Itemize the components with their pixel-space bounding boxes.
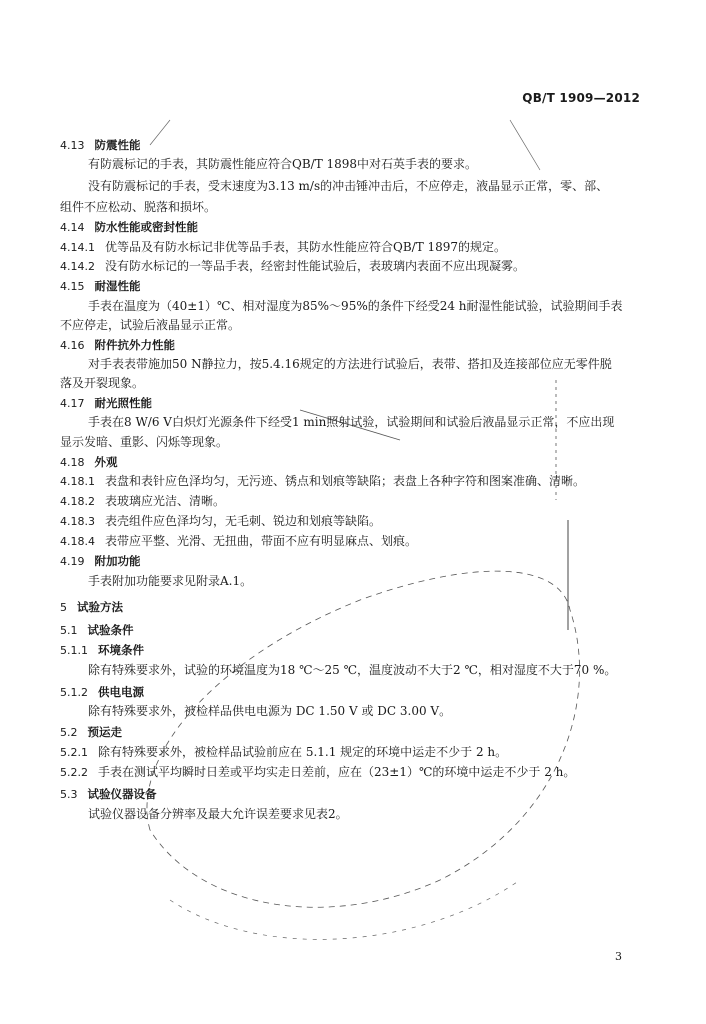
section-heading [60, 724, 706, 741]
clause-number: 4.15 [60, 280, 85, 293]
line-text: 显示发暗、重影、闪烁等现象。 [60, 435, 229, 449]
line-text: 试验仪器设备分辨率及最大允许误差要求见表2。 [88, 807, 348, 821]
clause-line [60, 239, 706, 256]
page-number: 3 [615, 950, 622, 963]
heading-text: 试验方法 [77, 600, 123, 614]
section-heading [60, 622, 706, 639]
clause-number: 5 [60, 601, 67, 614]
section-heading [60, 337, 706, 354]
body-line [88, 573, 706, 589]
section-heading [60, 278, 706, 295]
section-heading [60, 137, 706, 154]
line-text: 手表在温度为（40±1）℃、相对湿度为85%～95%的条件下经受24 h耐湿性能试验，试验期间手表 [88, 299, 623, 313]
line-text: 有防震标记的手表，其防震性能应符合QB/T 1898中对石英手表的要求。 [88, 157, 478, 171]
body-line [88, 414, 706, 430]
body-line [88, 356, 706, 372]
section-heading [60, 395, 706, 412]
line-text: 除有特殊要求外，被检样品供电电源为 DC 1.50 V 或 DC 3.00 V。 [88, 704, 452, 718]
standard-code: QB/T 1909—2012 [522, 91, 640, 105]
line-text: 没有防震标记的手表，受末速度为3.13 m/s的冲击锤冲击后，不应停走，液晶显示正常，零、部、 [88, 179, 609, 193]
clause-line [60, 493, 706, 510]
clause-number: 4.14 [60, 221, 85, 234]
clause-number: 4.16 [60, 339, 85, 352]
line-text: 除有特殊要求外，被检样品试验前应在 5.1.1 规定的环境中运走不少于 2 h。 [98, 745, 508, 759]
section-heading [60, 786, 706, 803]
line-text: 手表在8 W/6 V白炽灯光源条件下经受1 min照射试验，试验期间和试验后液晶显示正常，不应出现 [88, 415, 615, 429]
line-text: 不应停走，试验后液晶显示正常。 [60, 318, 241, 332]
body-line [60, 199, 706, 215]
line-text: 对手表表带施加50 N静拉力，按5.4.16规定的方法进行试验后，表带、搭扣及连接部位应无零件脱 [88, 357, 612, 371]
body-line [60, 317, 706, 333]
clause-number: 4.18.4 [60, 535, 95, 548]
clause-number: 5.2.1 [60, 746, 88, 759]
scan-arc-mark [170, 880, 520, 939]
clause-line [60, 473, 706, 490]
clause-line [60, 533, 706, 550]
clause-line [60, 513, 706, 530]
clause-number: 4.19 [60, 555, 85, 568]
body-line [60, 434, 706, 450]
heading-text: 预运走 [87, 725, 122, 739]
clause-number: 4.18.2 [60, 495, 95, 508]
heading-text: 试验仪器设备 [87, 787, 157, 801]
heading-text: 耐湿性能 [94, 279, 141, 293]
line-text: 组件不应松动、脱落和损坏。 [60, 200, 217, 214]
line-text: 表盘和表针应色泽均匀，无污迹、锈点和划痕等缺陷；表盘上各种字符和图案准确、清晰。 [105, 474, 586, 488]
line-text: 除有特殊要求外，试验的环境温度为18 ℃～25 ℃，温度波动不大于2 ℃，相对湿度不大于70 %。 [88, 663, 617, 677]
clause-number: 4.13 [60, 139, 85, 152]
clause-number: 4.17 [60, 397, 85, 410]
body-line [88, 298, 706, 314]
line-text: 手表附加功能要求见附录A.1。 [88, 574, 253, 588]
clause-number: 5.2 [60, 726, 78, 739]
line-text: 优等品及有防水标记非优等品手表，其防水性能应符合QB/T 1897的规定。 [105, 240, 507, 254]
line-text: 落及开裂现象。 [60, 376, 145, 390]
section-heading [60, 642, 706, 659]
clause-number: 5.2.2 [60, 766, 88, 779]
section-heading [60, 219, 706, 236]
heading-text: 附加功能 [94, 554, 141, 568]
heading-text: 耐光照性能 [94, 396, 152, 410]
heading-text: 附件抗外力性能 [94, 338, 175, 352]
heading-text: 环境条件 [98, 643, 144, 657]
section-heading [60, 684, 706, 701]
section-heading [60, 454, 706, 471]
clause-number: 5.1.1 [60, 644, 88, 657]
line-text: 表玻璃应光洁、清晰。 [105, 494, 226, 508]
clause-number: 5.1 [60, 624, 78, 637]
line-text: 手表在测试平均瞬时日差或平均实走日差前，应在（23±1）℃的环境中运走不少于 2 h。 [98, 765, 576, 779]
heading-text: 试验条件 [87, 623, 134, 637]
body-line [88, 662, 706, 678]
section-heading [60, 553, 706, 570]
section-heading [60, 599, 706, 616]
line-text: 表壳组件应色泽均匀，无毛刺、锐边和划痕等缺陷。 [105, 514, 382, 528]
clause-line [60, 764, 706, 781]
clause-number: 5.1.2 [60, 686, 88, 699]
body-line [88, 156, 706, 172]
heading-text: 防震性能 [94, 138, 141, 152]
body-line [88, 806, 706, 822]
clause-number: 4.18 [60, 456, 85, 469]
clause-number: 4.18.1 [60, 475, 95, 488]
clause-line [60, 258, 706, 275]
clause-number: 4.14.2 [60, 260, 95, 273]
body-line [88, 703, 706, 719]
line-text: 表带应平整、光滑、无扭曲，带面不应有明显麻点、划痕。 [105, 534, 418, 548]
heading-text: 供电电源 [98, 685, 144, 699]
clause-line [60, 744, 706, 761]
body-line [88, 178, 706, 194]
heading-text: 防水性能或密封性能 [94, 220, 198, 234]
clause-number: 4.14.1 [60, 241, 95, 254]
line-text: 没有防水标记的一等品手表，经密封性能试验后，表玻璃内表面不应出现凝雾。 [105, 259, 526, 273]
clause-number: 4.18.3 [60, 515, 95, 528]
body-line [60, 375, 706, 391]
clause-number: 5.3 [60, 788, 78, 801]
heading-text: 外观 [94, 455, 118, 469]
